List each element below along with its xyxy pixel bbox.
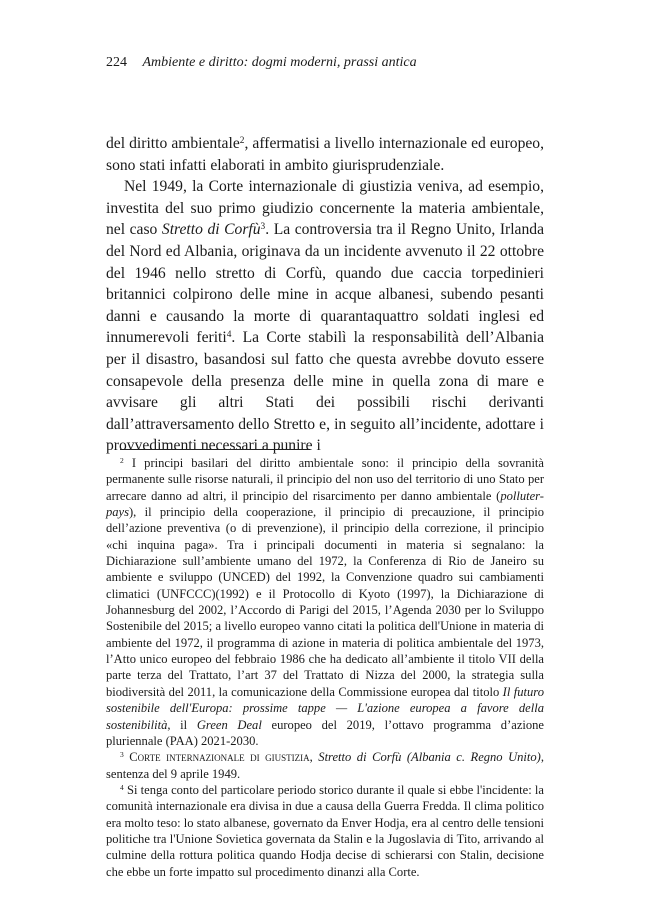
text-run: I principi basilari del diritto ambientale sono: il principio della sovranità permanente sulle risorse naturali, il principio del non uso del territorio di uno Stato per arrecare danno ad altri, il principio del risarcimento per danno ambientale ( <box>106 456 544 503</box>
italic-title: Il futuro sostenibile dell'Europa: prossime tappe — L'azione europea a favore della sostenibilità <box>106 684 544 732</box>
text-run: , <box>309 750 319 765</box>
paragraph-2 <box>106 176 544 457</box>
case-name: Stretto di Corfù (Albania c. Regno Unito) <box>318 750 541 765</box>
running-title: Ambiente e diritto: dogmi moderni, prassi antica <box>142 55 417 70</box>
running-header <box>106 55 546 71</box>
text-run: , affermatisi a livello internazionale ed europeo, sono stati infatti elaborati in ambito giurisprudenziale. <box>106 135 545 174</box>
footnote-2 <box>106 455 544 749</box>
italic-term: Green Deal <box>196 717 262 732</box>
text-run: Si tenga conto del particolare periodo storico durante il quale si ebbe l'incidente: la comunità internazionale era divisa in due a causa della Guerra Fredda. Il clima politico era molto teso: lo stato albanese, governato da Enver Hodja, era al centro delle tensioni politiche tra l'Unione Sovietica governata da Stalin e la Jugoslavia di Tito, arrivando al culmine della rottura politica quando Hodja decise di schierarsi con Stalin, decisione che ebbe un forte impatto sul procedimento dinanzi alla Corte. <box>106 782 544 879</box>
text-run: . La Corte stabilì la responsabilità dell’Albania per il disastro, basandosi sul fatto che questa avrebbe dovuto essere consapevole della presenza delle mine in quella zona di mare e avvisare gli altri Stati dei possibili rischi derivanti dall’attraversamento dello Stretto e, in seguito all’incidente, adottare i provvedimenti necessari a punire i <box>106 329 544 455</box>
footnote-mark: 3 <box>120 750 124 760</box>
text-run: , il <box>167 717 197 732</box>
footnote-mark: 4 <box>120 782 124 792</box>
text-run: europeo del 2019, l’ottavo programma d’azione pluriennale (PAA) 2021-2030. <box>106 717 544 748</box>
text-run: . La controversia tra il Regno Unito, Irlanda del Nord ed Albania, originava da un incidente avvenuto il 22 ottobre del 1946 nello stretto di Corfù, quando due caccia torpedinieri britannici colpirono delle mine in acque albanesi, subendo pesanti danni e causando la morte di quarantaquattro soldati inglesi ed innumerevoli feriti <box>106 221 544 347</box>
case-name: Stretto di Corfù <box>161 221 261 239</box>
footnote-separator <box>120 449 310 450</box>
page-number: 224 <box>106 55 127 70</box>
italic-term: polluter-pays <box>106 488 544 520</box>
footnote-ref-2[interactable]: 2 <box>239 135 245 146</box>
footnote-mark: 2 <box>120 455 124 465</box>
footnote-3 <box>106 749 544 782</box>
court-name: Corte internazionale di giustizia <box>129 750 310 765</box>
text-run: ), il principio della cooperazione, il principio di precauzione, il principio dell’azione preventiva (o di prevenzione), il principio della correzione, il principio «chi inquina paga». Tra i principali documenti in materia si segnalano: la Dichiarazione sull’ambiente umano del 1972, la Conferenza di Rio de Janeiro su ambiente e sviluppo (UNCED) del 1992, la Convenzione quadro sui cambiamenti climatici (UNFCCC)(1992) e il Protocollo di Kyoto (1997), la Dichiarazione di Johannesburg del 2002, l’Accordo di Parigi del 2015, l’Agenda 2030 per lo Sviluppo Sostenibile del 2015; a livello europeo vanno citati la politica dell'Unione in materia di ambiente del 1972, il programma di azione in materia di politica ambientale del 1973, l’Atto unico europeo del febbraio 1986 che ha dedicato all’ambiente il titolo VII della parte terza del Trattato, l’art 37 del Trattato di Nizza del 2000, la strategia sulla biodiversità del 2011, la comunicazione della Commissione europea dal titolo <box>106 505 544 699</box>
text-run: , sentenza del 9 aprile 1949. <box>106 750 544 781</box>
paragraph-1 <box>106 133 544 176</box>
footnote-ref-3[interactable]: 3 <box>260 222 266 233</box>
main-text <box>106 133 544 457</box>
footnote-4 <box>106 782 544 880</box>
footnotes <box>106 455 544 880</box>
text-run: Nel 1949, la Corte internazionale di giustizia veniva, ad esempio, investita del suo primo giudizio concernente la materia ambientale, nel caso <box>106 178 544 239</box>
text-run: del diritto ambientale <box>106 135 240 152</box>
footnote-ref-4[interactable]: 4 <box>226 330 232 341</box>
